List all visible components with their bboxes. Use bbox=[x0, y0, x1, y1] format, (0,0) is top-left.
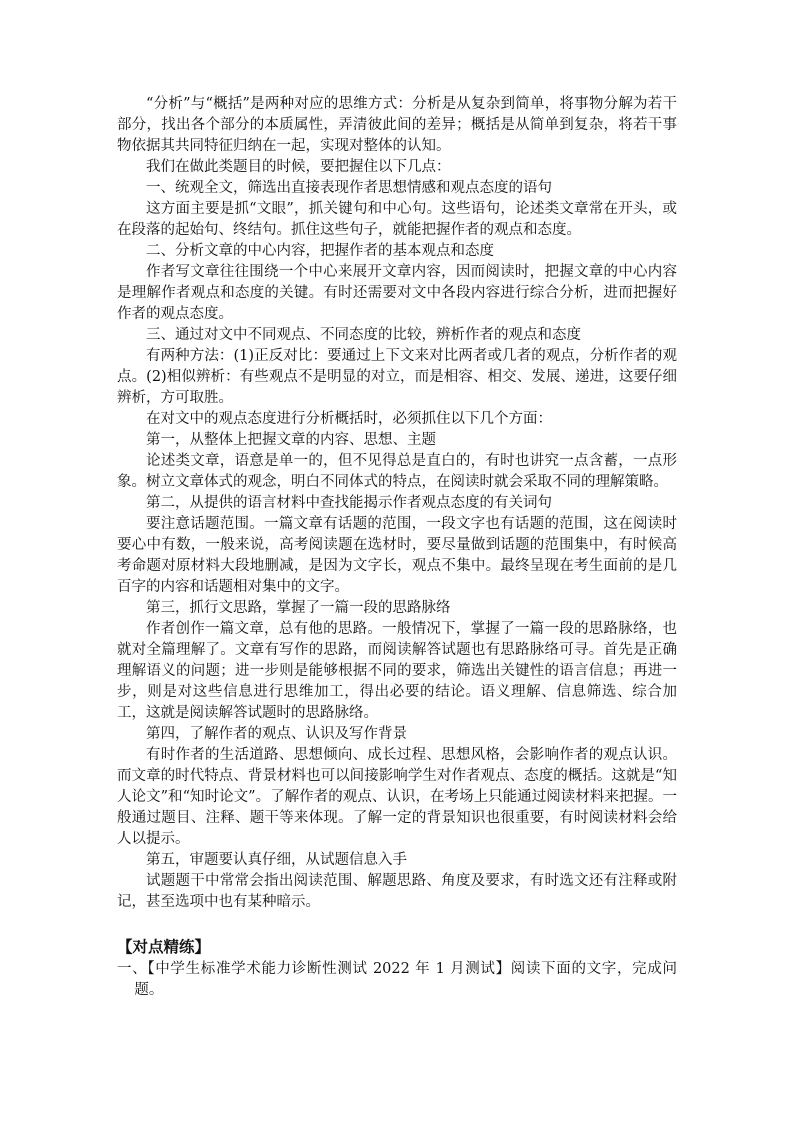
point-body-1: 这方面主要是抓“文眼”，抓关键句和中心句。这些语句，论述类文章常在开头，或在段落的起始句、终结句。抓住这些句子，就能把握作者的观点和态度。 bbox=[117, 201, 677, 238]
intro-paragraph: “分析”与“概括”是两种对应的思维方式：分析是从复杂到简单，将事物分解为若干部分，找出各个部分的本质属性，弄清彼此间的差异；概括是从简单到复杂，将若干事物依据其共同特征归纳在一起，实现对整体的认知。 bbox=[117, 96, 677, 154]
aspect-body-3: 作者创作一篇文章，总有他的思路。一般情况下，掌握了一篇一段的思路脉络，也就对全篇理解了。文章有写作的思路，而阅读解答试题也有思路脉络可寻。首先是正确理解语义的问题；进一步则是能够根据不同的要求，筛选出关键性的语言信息；再进一步，则是对这些信息进行思维加工，得出必要的结论。语义理解、信息筛选、综合加工，这就是阅读解答试题时的思路脉络。 bbox=[117, 621, 677, 721]
aspect-body-5: 试题题干中常常会指出阅读范围、解题思路、角度及要求，有时选文还有注释或附记，甚至选项中也有某种暗示。 bbox=[117, 873, 677, 910]
aspect-heading-2: 第二，从提供的语言材料中查找能揭示作者观点态度的有关词句 bbox=[146, 495, 552, 511]
point-body-2: 作者写文章往往围绕一个中心来展开文章内容，因而阅读时，把握文章的中心内容是理解作者观点和态度的关键。有时还需要对文中各段内容进行综合分析，进而把握好作者的观点态度。 bbox=[117, 264, 677, 322]
point-body-3: 有两种方法：(1)正反对比：要通过上下文来对比两者或几者的观点，分析作者的观点。(2)相似辨析：有些观点不是明显的对立，而是相容、相交、发展、递进，这要仔细辨析，方可取胜。 bbox=[117, 348, 677, 406]
aspect-heading-1: 第一，从整体上把握文章的内容、思想、主题 bbox=[146, 432, 436, 448]
point-heading-3: 三、通过对文中不同观点、不同态度的比较，辨析作者的观点和态度 bbox=[146, 327, 581, 343]
aspect-heading-5: 第五，审题要认真仔细，从试题信息入手 bbox=[146, 852, 407, 868]
intro-lead: 我们在做此类题目的时候，要把握住以下几点： bbox=[146, 159, 451, 175]
aspect-heading-3: 第三，抓行文思路，掌握了一篇一段的思路脉络 bbox=[146, 600, 451, 616]
aspect-body-1: 论述类文章，语意是单一的，但不见得总是直白的，有时也讲究一点含蓄，一点形象。树立文章体式的观念，明白不同体式的特点，在阅读时就会采取不同的理解策略。 bbox=[117, 453, 677, 490]
aspect-heading-4: 第四，了解作者的观点、认识及写作背景 bbox=[146, 726, 407, 742]
aspect-body-4: 有时作者的生活道路、思想倾向、成长过程、思想风格，会影响作者的观点认识。而文章的时代特点、背景材料也可以间接影响学生对作者观点、态度的概括。这就是“知人论文”和“知时论文”。了解作者的观点、认识，在考场上只能通过阅读材料来把握。一般通过题目、注释、题干等来体现。了解一定的背景知识也很重要，有时阅读材料会给人以提示。 bbox=[117, 747, 677, 847]
practice-title: 【对点精练】 bbox=[117, 938, 211, 956]
point-heading-1: 一、统观全文，筛选出直接表现作者思想情感和观点态度的语句 bbox=[146, 180, 552, 196]
aspect-body-2: 要注意话题范围。一篇文章有话题的范围，一段文字也有话题的范围，这在阅读时要心中有数，一般来说，高考阅读题在选材时，要尽量做到话题的范围集中，有时候高考命题对原材料大段地删减，是因为文字长，观点不集中。最终呈现在考生面前的是几百字的内容和话题相对集中的文字。 bbox=[117, 516, 677, 595]
practice-question: 一、【中学生标准学术能力诊断性测试 2022 年 1 月测试】阅读下面的文字，完成问题。 bbox=[117, 961, 677, 998]
aspects-intro: 在对文中的观点态度进行分析概括时，必须抓住以下几个方面： bbox=[146, 411, 552, 427]
document-page bbox=[117, 94, 677, 1001]
point-heading-2: 二、分析文章的中心内容，把握作者的基本观点和态度 bbox=[146, 243, 494, 259]
